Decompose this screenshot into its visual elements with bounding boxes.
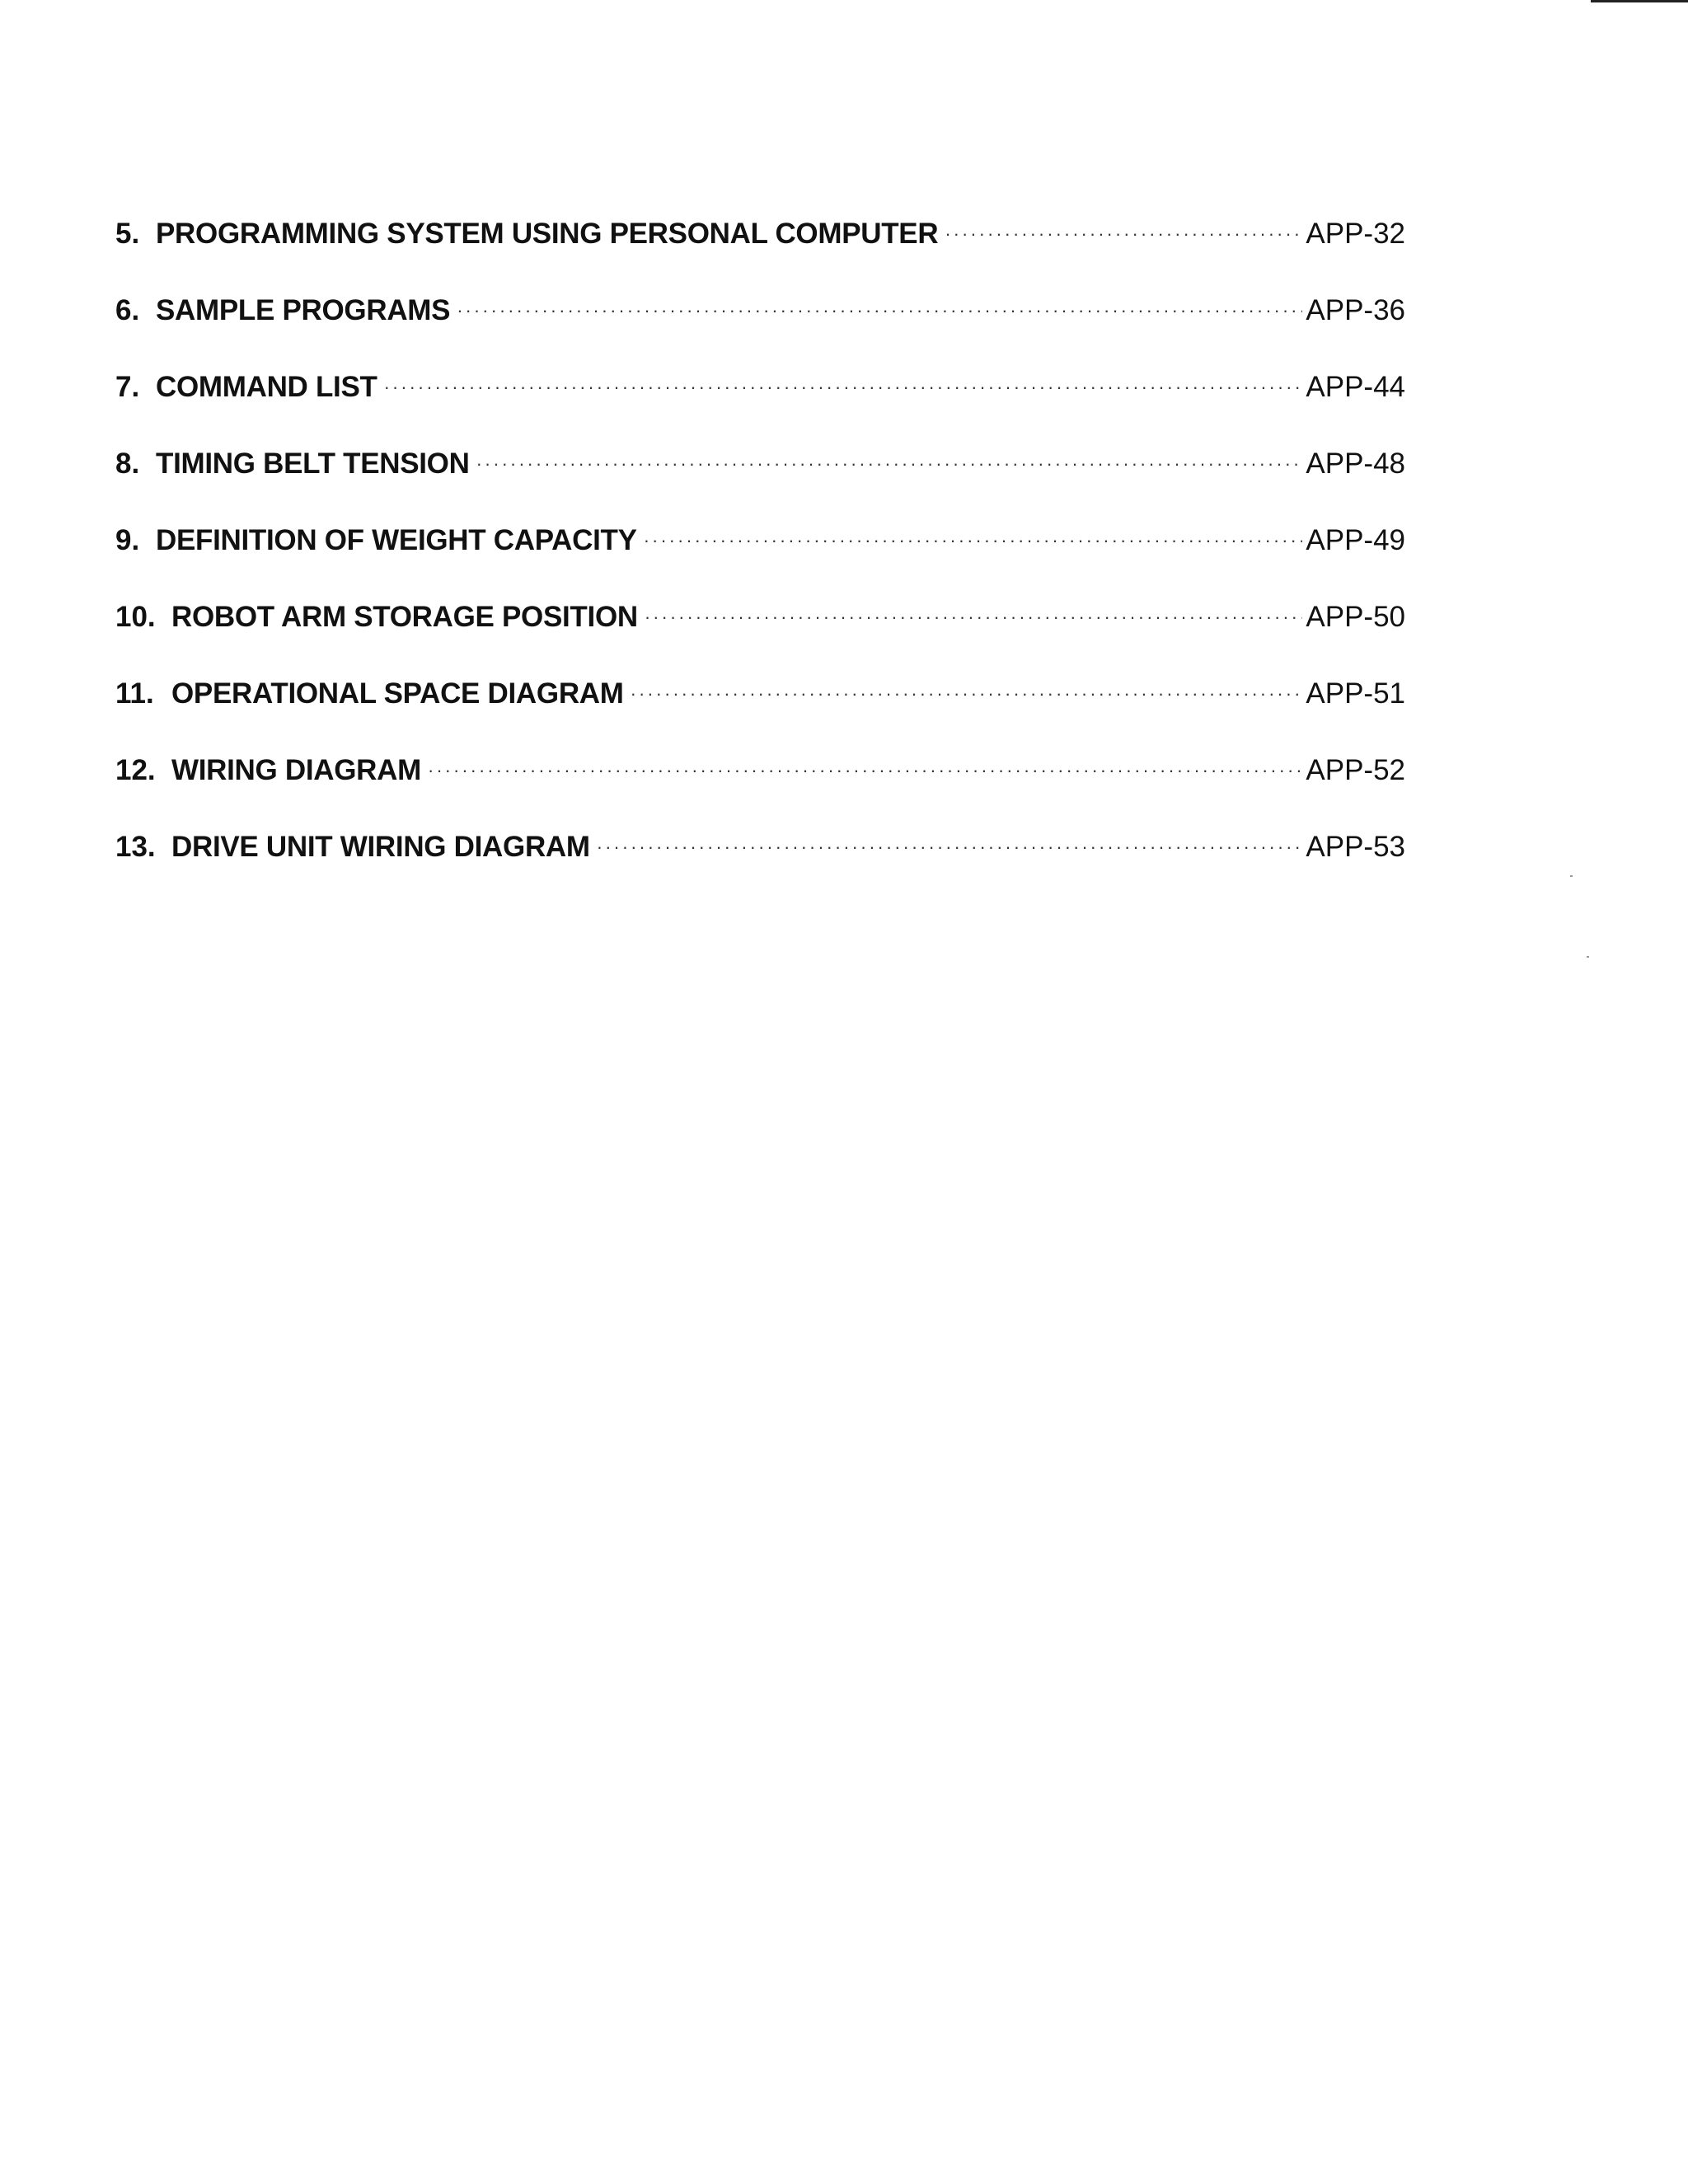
toc-entry-page: APP-53 (1306, 831, 1405, 863)
dot-leader (457, 291, 1302, 330)
toc-entry-title: DEFINITION OF WEIGHT CAPACITY (156, 524, 637, 556)
toc-entry-title: TIMING BELT TENSION (156, 448, 470, 480)
toc-entry-title: OPERATIONAL SPACE DIAGRAM (171, 677, 624, 710)
toc-entry-7[interactable] (115, 368, 1405, 444)
toc-entry-number: 8. (115, 448, 140, 480)
toc-entry-number: 11. (115, 677, 154, 710)
toc-entry-number: 5. (115, 218, 140, 250)
dot-leader (644, 521, 1303, 560)
toc-entry-page: APP-51 (1306, 677, 1405, 710)
corner-rule (1591, 0, 1688, 2)
dot-leader (384, 368, 1303, 407)
dot-leader (428, 751, 1302, 790)
toc-entry-title: SAMPLE PROGRAMS (156, 294, 451, 326)
toc-entry-title: PROGRAMMING SYSTEM USING PERSONAL COMPUTER (156, 218, 939, 250)
dot-leader (945, 214, 1302, 254)
toc-entry-12[interactable] (115, 751, 1405, 827)
toc-entry-number: 7. (115, 371, 140, 403)
toc-entry-page: APP-50 (1306, 601, 1405, 633)
toc-entry-page: APP-52 (1306, 754, 1405, 786)
toc-entry-number: 9. (115, 524, 140, 556)
toc-entry-title: ROBOT ARM STORAGE POSITION (171, 601, 638, 633)
dot-leader (597, 827, 1303, 867)
toc-entry-13[interactable] (115, 827, 1405, 904)
toc-entry-5[interactable] (115, 214, 1405, 291)
toc-entry-page: APP-49 (1306, 524, 1405, 556)
toc-entry-number: 12. (115, 754, 156, 786)
scan-speck (1570, 875, 1573, 877)
toc-entry-6[interactable] (115, 291, 1405, 368)
toc-entry-8[interactable] (115, 444, 1405, 521)
toc-entry-9[interactable] (115, 521, 1405, 598)
toc-entry-title: COMMAND LIST (156, 371, 377, 403)
toc-entry-page: APP-36 (1306, 294, 1405, 326)
dot-leader (476, 444, 1303, 484)
toc-entry-page: APP-32 (1306, 218, 1405, 250)
table-of-contents (115, 214, 1405, 904)
toc-entry-number: 6. (115, 294, 140, 326)
toc-entry-number: 10. (115, 601, 156, 633)
scan-speck (1587, 956, 1589, 958)
toc-entry-page: APP-44 (1306, 371, 1405, 403)
toc-entry-11[interactable] (115, 674, 1405, 751)
dot-leader (631, 674, 1303, 714)
toc-entry-10[interactable] (115, 598, 1405, 674)
toc-entry-title: DRIVE UNIT WIRING DIAGRAM (171, 831, 590, 863)
toc-entry-title: WIRING DIAGRAM (171, 754, 421, 786)
dot-leader (645, 598, 1303, 637)
toc-entry-page: APP-48 (1306, 448, 1405, 480)
toc-entry-number: 13. (115, 831, 156, 863)
